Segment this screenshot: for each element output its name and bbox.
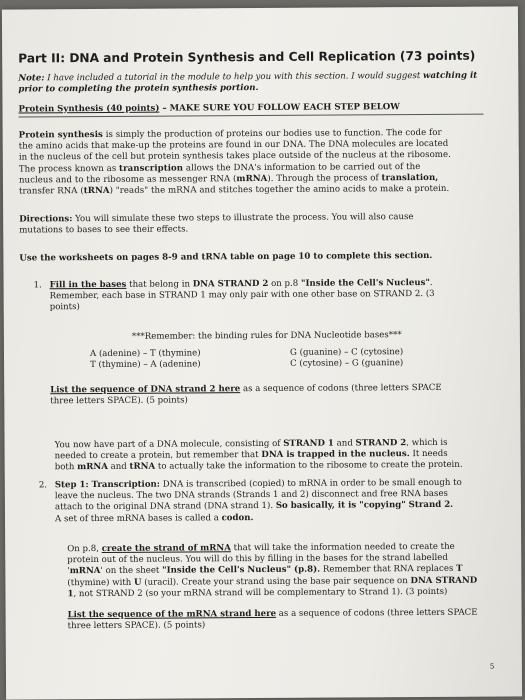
term-mrna: mRNA: [69, 566, 101, 577]
mid-text: , which is: [406, 437, 448, 449]
detail-text: protein out of the nucleus. You will do this by filling in the bases for the strand labelled: [67, 553, 448, 566]
intro-text: ). Through the process of: [267, 173, 382, 184]
strand-2: STRAND 2: [355, 438, 407, 449]
list-dna-action: List the sequence of DNA strand 2 here: [50, 384, 241, 396]
mid-text: needed to create a protein, but remember that: [54, 450, 262, 462]
intro-line: the amino acids that make-up the proteins are found in our DNA. The DNA molecules are located: [18, 139, 449, 152]
directions-text: You will simulate these two steps to illustrate the process. You will also cause: [72, 212, 414, 225]
pair-rule: G (guanine) – C (cytosine): [289, 347, 404, 358]
intro-text: nucleus and to the ribosome as messenger RNA (: [18, 173, 237, 186]
pair-rule: A (adenine) – T (thymine): [89, 348, 201, 360]
dna-trapped-emphasis: DNA is trapped in the nucleus.: [261, 449, 410, 461]
directions: [19, 212, 413, 237]
step-1-action: Fill in the bases: [49, 279, 127, 291]
mid-paragraph: [55, 438, 463, 474]
mid-text: You now have part of a DNA molecule, consisting of: [54, 438, 284, 451]
intro-line: in the nucleus of the cell but protein synthesis takes place outside of the nucleus at the ribosome.: [18, 150, 451, 163]
step-1-sheet-name: "Inside the Cell's Nucleus": [300, 277, 430, 289]
page-number: 5: [489, 662, 495, 671]
dna-strand-ref: DNA STRAND: [410, 575, 478, 586]
list-mrna-action: List the sequence of the mRNA strand here: [67, 608, 277, 621]
step-1-text: .: [429, 277, 433, 288]
term-translation: translation,: [381, 172, 439, 184]
detail-text: ' on the sheet: [100, 566, 163, 577]
mid-text: to actually take the information to the ribosome to create the protein.: [155, 460, 463, 473]
detail-text: , not STRAND 2 (so your mRNA strand will be complementary to Strand 1). (3 points): [73, 586, 448, 599]
worksheets-instruction: Use the worksheets on pages 8-9 and tRNA table on page 10 to complete this section.: [19, 250, 433, 264]
mid-text: and: [107, 462, 130, 473]
term-mrna: mRNA: [236, 173, 268, 184]
term-mrna: mRNA: [77, 462, 108, 473]
note-line-2: prior to completing the protein synthesis portion.: [18, 83, 259, 95]
intro-text: The process known as: [18, 163, 120, 175]
strand-1: STRAND 1: [283, 438, 334, 449]
detail-text: (uracil). Create your strand using the base pair sequence on: [141, 575, 411, 588]
note-label: Note:: [18, 73, 45, 84]
term-codon: codon.: [221, 512, 254, 523]
list-mrna-text: three letters SPACE). (5 points): [67, 620, 206, 632]
mid-text: It needs: [409, 449, 448, 460]
term-protein-synthesis: Protein synthesis: [18, 129, 103, 141]
part-title: Part II: DNA and Protein Synthesis and Cell Replication (73 points): [18, 48, 476, 66]
step-1-text: that belong in: [126, 279, 193, 290]
step-2-emphasis: So basically, it is "copying" Strand 2.: [275, 500, 454, 512]
section-heading-title: Protein Synthesis (40 points): [18, 103, 160, 115]
step-2-text: DNA is transcribed (copied) to mRNA in order to be small enough to: [159, 477, 462, 490]
term-trna: tRNA: [83, 185, 110, 197]
note: [18, 71, 477, 96]
list-dna-text: as a sequence of codons (three letters SPACE: [240, 382, 442, 395]
step-2-title: Step 1: Transcription:: [54, 479, 161, 491]
list-dna-strand-2: [50, 383, 442, 408]
directions-label: Directions:: [19, 214, 73, 225]
pair-rule: C (cytosine) – G (guanine): [290, 358, 404, 370]
step-1-number: 1.: [33, 280, 42, 291]
directions-text: mutations to bases to see their effects.: [19, 224, 189, 236]
step-1-text: Remember, each base in STRAND 1 may only pair with one other base on STRAND 2. (3: [49, 289, 435, 302]
dna-strand-ref: 1: [67, 588, 74, 600]
note-emphasis: watching it: [422, 70, 478, 82]
detail-text: that will take the information needed to create the: [230, 541, 455, 554]
step-2-text: attach to the original DNA strand (DNA strand 1).: [54, 501, 276, 513]
pair-rule: T (thymine) – A (adenine): [90, 359, 201, 371]
detail-text: On p.8,: [67, 543, 102, 555]
step-1-text: points): [49, 302, 80, 313]
step-1-strand: DNA STRAND 2: [192, 278, 269, 290]
intro-text: allows the DNA's information to be carried out of the: [183, 161, 421, 174]
step-2-text: A set of three mRNA bases is called a: [54, 512, 222, 524]
step-1-text: on p.8: [268, 278, 302, 289]
section-heading-instruction: – MAKE SURE YOU FOLLOW EACH STEP BELOW: [159, 102, 400, 114]
mid-text: both: [54, 462, 78, 473]
detail-text: ': [67, 566, 70, 577]
list-mrna-text: as a sequence of codons (three letters SPACE: [276, 607, 478, 619]
detail-text: (thymine) with: [67, 577, 135, 588]
base-u: U: [133, 577, 142, 588]
step-2-detail: [67, 542, 477, 601]
list-dna-text: three letters SPACE). (5 points): [50, 395, 188, 407]
list-mrna-strand: [68, 608, 478, 633]
base-t: T: [456, 564, 463, 575]
step-1: [33, 277, 435, 314]
intro-paragraph: [19, 128, 452, 198]
detail-text: Remember that RNA replaces: [320, 564, 457, 576]
step-2: [38, 477, 462, 525]
term-transcription: transcription: [119, 163, 184, 174]
binding-rules-heading: ***Remember: the binding rules for DNA Nucleotide bases***: [131, 330, 402, 342]
intro-text: ) "reads" the mRNA and stitches together the amino acids to make a protein.: [109, 183, 450, 196]
term-trna: tRNA: [129, 462, 156, 473]
step-2-number: 2.: [38, 480, 48, 491]
intro-text: is simply the production of proteins our bodies use to function. The code for: [102, 127, 442, 140]
worksheet-page: [2, 6, 522, 699]
mid-text: and: [333, 438, 356, 449]
intro-text: transfer RNA (: [18, 186, 84, 197]
step-2-text: leave the nucleus. The two DNA strands (Strands 1 and 2) disconnect and free RNA bases: [54, 489, 448, 502]
sheet-name: "Inside the Cell's Nucleus" (p.8).: [162, 565, 321, 577]
note-text: I have included a tutorial in the module to help you with this section. I would suggest: [44, 71, 424, 84]
create-mrna-action: create the strand of mRNA: [101, 543, 231, 554]
binding-rules-table: [89, 347, 404, 371]
